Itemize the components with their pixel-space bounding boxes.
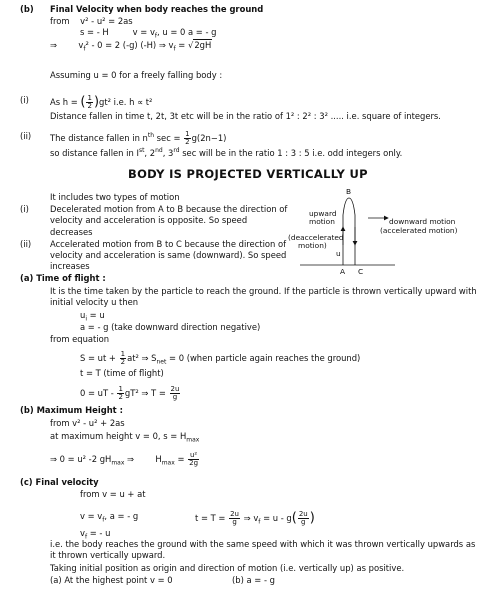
assuming-line: Assuming u = 0 for a freely falling body : [50, 70, 223, 80]
section-b-title: Final Velocity when body reaches the ground [50, 4, 264, 14]
label-c: C [358, 267, 364, 276]
label-a: A [340, 267, 346, 276]
fv-vf-line: $v_f$ = - u [80, 528, 111, 541]
motion-2-line-3: increases [50, 261, 90, 271]
tof-line-1: It is the time taken by the particle to reach the ground. If the particle is thrown vertically upward with [50, 286, 477, 296]
last-line-a: (a) At the highest point v = 0 [50, 575, 173, 585]
zero-equation: 0 = uT - $\frac{1}{2}$ gT² ⇒ T = $\frac{2u}{g}$ [80, 385, 180, 401]
upward-label-1: upward [309, 209, 337, 218]
fv-v-line: $v = v_f$, a = - g [80, 511, 139, 524]
fv-ie-line-1: i.e. the body reaches the ground with the same speed with which it was thrown vertically upwards as [50, 539, 476, 549]
motion-1-label: (i) [20, 204, 29, 214]
time-of-flight-title: (a) Time of flight : [20, 273, 106, 283]
b-values-line: s = - H $v = v_f$, u = 0 a = - g [80, 27, 217, 40]
item-i-label: (i) [20, 95, 29, 105]
b-result-line: ⇒ $v_f^2 - 0 = 2$ (-g) (-H) ⇒ $v_f = √2gH$ [50, 40, 212, 53]
decel-label-1: (deaccelerated [288, 233, 344, 242]
tof-from-line: from equation [50, 334, 110, 344]
motion-2-line-2: velocity and acceleration is same (downward). So speed [50, 250, 287, 260]
motion-1-line-2: velocity and acceleration is opposite. So speed [50, 215, 248, 225]
motion-1-line-3: decreases [50, 227, 93, 237]
down-label-2: (accelerated motion) [380, 226, 458, 235]
odd-ratio-line: so distance fallen in Ist, 2nd, 3rd sec will be in the ratio 1 : 3 : 5 i.e. odd integers only. [50, 147, 403, 158]
fv-ie-line-2: it thrown vertically upward. [50, 550, 166, 560]
tof-u-line: $u_i = u$ [80, 310, 105, 323]
motion-2-line-1: Accelerated motion from B to C because the direction of [50, 239, 287, 249]
two-types-line: It includes two types of motion [50, 192, 180, 202]
max-height-title: (b) Maximum Height : [20, 405, 123, 415]
tof-line-2: initial velocity u then [50, 297, 139, 307]
down-label-1: downward motion [389, 217, 456, 226]
fv-t-equation: t = T = $\frac{2u}{g}$ ⇒ $v_f = u - g$( $\frac{2u}{g}$ ) [195, 510, 315, 526]
mh-from-line: from v² - u² + 2as [50, 418, 125, 428]
item-ii-label: (ii) [20, 131, 32, 141]
upward-label-2: motion [309, 217, 335, 226]
section-b-label: (b) [20, 4, 34, 14]
label-b: B [346, 187, 352, 196]
projectile-diagram [280, 185, 466, 276]
decel-label-2: motion) [298, 241, 327, 250]
fv-from-line: from v = u + at [80, 489, 146, 499]
trajectory-path [343, 198, 355, 265]
mh-equation: ⇒ 0 = u² -2 $gH_{max}$ ⇒ $H_{max}$ = $\frac{\text{u²}}{2g}$ [50, 451, 199, 467]
s-equation: S = ut + $\frac{1}{2}$ at² ⇒ $S_{net} = 0$ (when particle again reaches the ground) [80, 350, 361, 366]
motion-2-label: (ii) [20, 239, 32, 249]
label-u: u [336, 249, 341, 258]
motion-1-line-1: Decelerated motion from A to B because the direction of [50, 204, 288, 214]
final-velocity-title: (c) Final velocity [20, 477, 99, 487]
mh-at-line: at maximum height v = 0, $s = H_{max}$ [50, 431, 200, 444]
tof-a-line: a = - g (take downward direction negative) [80, 322, 261, 332]
last-line-b: (b) a = - g [232, 575, 275, 585]
distance-ratio-line: Distance fallen in time t, 2t, 3t etc will be in the ratio of 1² : 2² : 3² ..... i.e. square of integers. [50, 111, 441, 121]
taking-line: Taking initial position as origin and direction of motion (i.e. vertically up) as positive. [50, 563, 405, 573]
item-ii-text: The distance fallen in $n^{th}$ sec = $\frac{1}{2}$ g(2n−1) [50, 130, 227, 146]
section-heading: BODY IS PROJECTED VERTICALLY UP [128, 167, 368, 181]
item-i-text: As h = ( $\frac{1}{2}$ )gt² i.e. h ∝ t² [50, 94, 153, 110]
b-from-line: from v² - u² = 2as [50, 16, 133, 26]
t-equation: t = T (time of flight) [80, 368, 164, 378]
